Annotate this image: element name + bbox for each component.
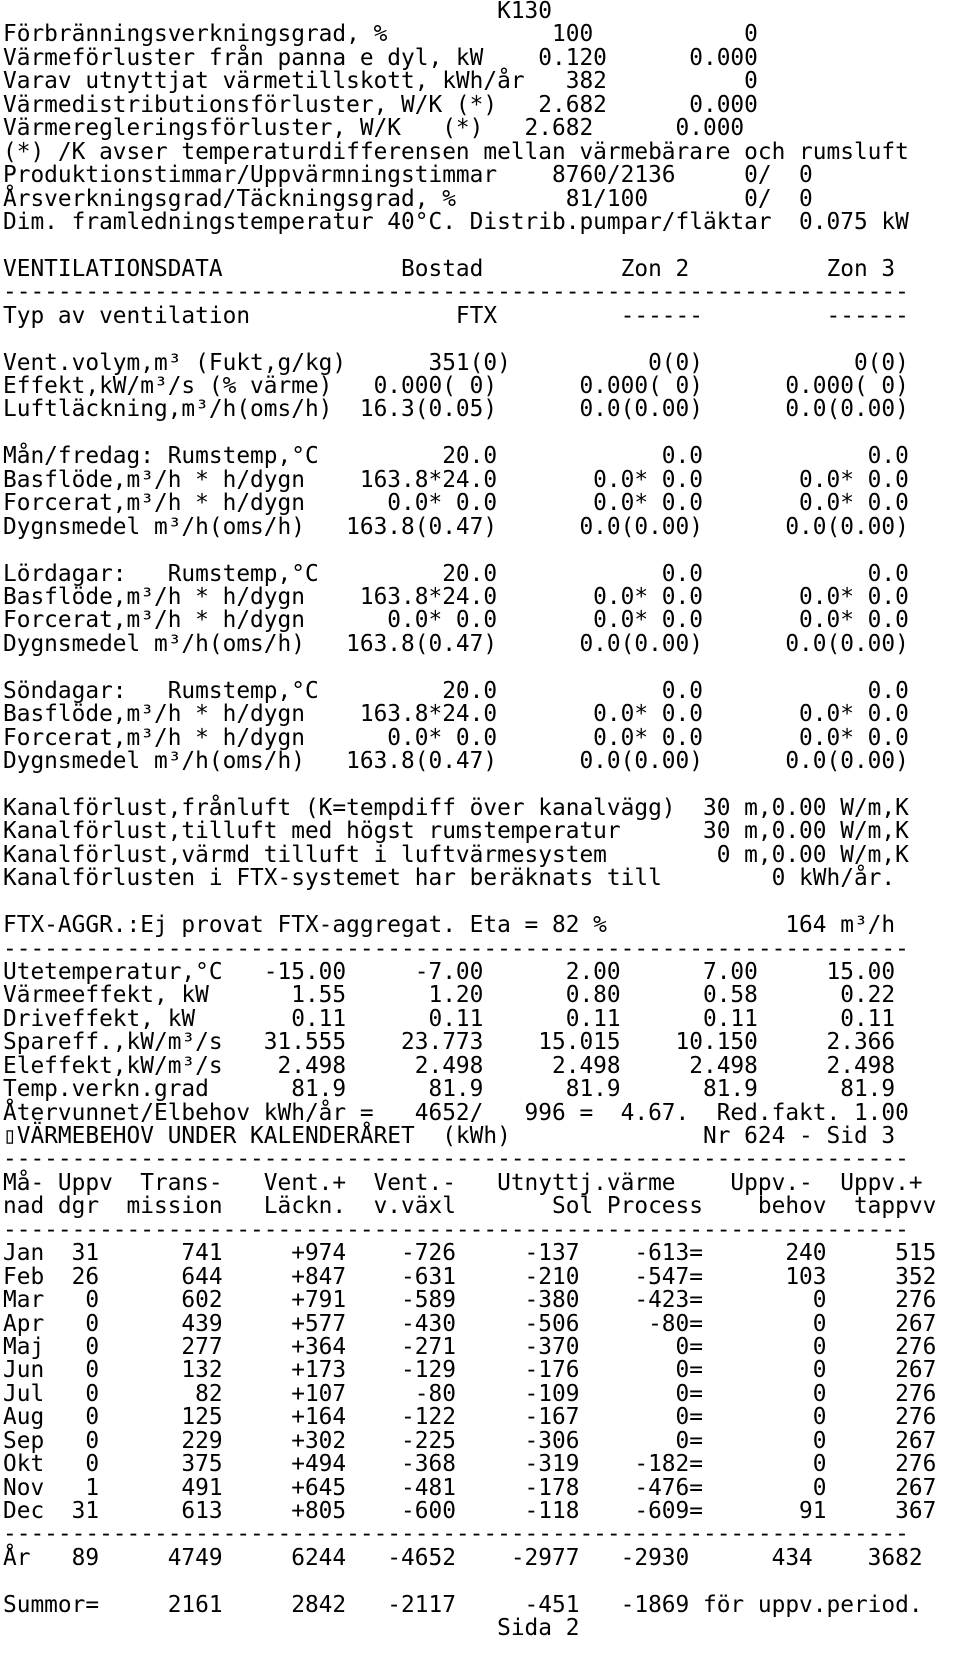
- report-line: [3, 891, 957, 914]
- report-line: K130: [3, 0, 552, 24]
- report-line: År 89 4749 6244 -4652 -2977 -2930 434 3682: [3, 1544, 923, 1571]
- report-line: Forcerat,m³/h * h/dygn 0.0* 0.0 0.0* 0.0 0.0* 0.0: [3, 724, 909, 751]
- report-line: Dim. framledningstemperatur 40°C. Distrib.pumpar/fläktar 0.075 kW: [3, 208, 909, 235]
- report-line: Jun 0 132 +173 -129 -176 0= 0 267: [3, 1357, 937, 1384]
- report-line: nad dgr mission Läckn. v.växl Sol Process behov tappvv: [3, 1193, 937, 1220]
- report-line: Mån/fredag: Rumstemp,°C 20.0 0.0 0.0: [3, 443, 909, 470]
- report-line: Förbränningsverkningsgrad, % 100 0: [3, 21, 758, 48]
- report-line: Kanalförlust,frånluft (K=tempdiff över kanalvägg) 30 m,0.00 W/m,K: [3, 794, 909, 821]
- report-line: (*) /K avser temperaturdifferensen mellan värmebärare och rumsluft: [3, 138, 909, 165]
- report-line: Forcerat,m³/h * h/dygn 0.0* 0.0 0.0* 0.0 0.0* 0.0: [3, 607, 909, 634]
- report-line: Feb 26 644 +847 -631 -210 -547= 103 352: [3, 1263, 937, 1290]
- report-line: Kanalförlust,värmd tilluft i luftvärmesystem 0 m,0.00 W/m,K: [3, 841, 909, 868]
- report-line: Dygnsmedel m³/h(oms/h) 163.8(0.47) 0.0(0.00) 0.0(0.00): [3, 630, 909, 657]
- report-line: VENTILATIONSDATA Bostad Zon 2 Zon 3: [3, 255, 896, 282]
- report-line: [3, 234, 957, 257]
- report-line: Eleffekt,kW/m³/s 2.498 2.498 2.498 2.498 2.498: [3, 1052, 896, 1079]
- report-line: Dygnsmedel m³/h(oms/h) 163.8(0.47) 0.0(0.00) 0.0(0.00): [3, 513, 909, 540]
- report-line: ------------------------------------------------------------------: [3, 1216, 909, 1243]
- report-line: Okt 0 375 +494 -368 -319 -182= 0 276: [3, 1451, 937, 1478]
- report-line: Basflöde,m³/h * h/dygn 163.8*24.0 0.0* 0.0 0.0* 0.0: [3, 466, 909, 493]
- report-line: Nov 1 491 +645 -481 -178 -476= 0 267: [3, 1474, 937, 1501]
- report-line: Värmeförluster från panna e dyl, kW 0.120 0.000: [3, 44, 758, 71]
- report-line: Produktionstimmar/Uppvärmningstimmar 8760/2136 0/ 0: [3, 162, 813, 189]
- report-printout: [3, 0, 957, 1641]
- report-line: Summor= 2161 2842 -2117 -451 -1869 för uppv.period.: [3, 1591, 923, 1618]
- report-line: Värmeeffekt, kW 1.55 1.20 0.80 0.58 0.22: [3, 982, 896, 1009]
- report-line: Återvunnet/Elbehov kWh/år = 4652/ 996 = 4.67. Red.fakt. 1.00: [3, 1099, 909, 1126]
- report-line: Jul 0 82 +107 -80 -109 0= 0 276: [3, 1380, 937, 1407]
- report-line: Effekt,kW/m³/s (% värme) 0.000( 0) 0.000( 0) 0.000( 0): [3, 373, 909, 399]
- report-line: Luftläckning,m³/h(oms/h) 16.3(0.05) 0.0(0.00) 0.0(0.00): [3, 396, 909, 423]
- report-line: Typ av ventilation FTX ------ ------: [3, 302, 909, 329]
- report-line: [3, 328, 957, 351]
- report-line: Sep 0 229 +302 -225 -306 0= 0 267: [3, 1427, 937, 1454]
- report-line: ▯VÄRMEBEHOV UNDER KALENDERÅRET (kWh) Nr 624 - Sid 3: [3, 1123, 896, 1149]
- report-line: ------------------------------------------------------------------: [3, 935, 909, 962]
- report-line: Dygnsmedel m³/h(oms/h) 163.8(0.47) 0.0(0.00) 0.0(0.00): [3, 748, 909, 774]
- report-line: Värmedistributionsförluster, W/K (*) 2.682 0.000: [3, 91, 758, 118]
- report-line: Aug 0 125 +164 -122 -167 0= 0 276: [3, 1404, 937, 1431]
- report-line: Spareff.,kW/m³/s 31.555 23.773 15.015 10.150 2.366: [3, 1029, 896, 1056]
- report-line: Årsverkningsgrad/Täckningsgrad, % 81/100 0/ 0: [3, 185, 813, 212]
- report-line: Må- Uppv Trans- Vent.+ Vent.- Utnyttj.värme Uppv.- Uppv.+: [3, 1169, 923, 1196]
- report-line: [3, 656, 957, 679]
- report-line: Varav utnyttjat värmetillskott, kWh/år 382 0: [3, 68, 758, 95]
- report-line: Apr 0 439 +577 -430 -506 -80= 0 267: [3, 1310, 937, 1337]
- report-line: Söndagar: Rumstemp,°C 20.0 0.0 0.0: [3, 677, 909, 704]
- report-line: ------------------------------------------------------------------: [3, 1146, 909, 1173]
- report-line: Mar 0 602 +791 -589 -380 -423= 0 276: [3, 1287, 937, 1314]
- report-line: FTX-AGGR.:Ej provat FTX-aggregat. Eta = 82 % 164 m³/h: [3, 912, 896, 939]
- report-line: Lördagar: Rumstemp,°C 20.0 0.0 0.0: [3, 560, 909, 587]
- report-line: Utetemperatur,°C -15.00 -7.00 2.00 7.00 15.00: [3, 958, 896, 985]
- report-line: Vent.volym,m³ (Fukt,g/kg) 351(0) 0(0) 0(0): [3, 349, 909, 376]
- report-line: Basflöde,m³/h * h/dygn 163.8*24.0 0.0* 0.0 0.0* 0.0: [3, 701, 909, 728]
- report-line: ------------------------------------------------------------------: [3, 279, 909, 306]
- report-line: Jan 31 741 +974 -726 -137 -613= 240 515: [3, 1240, 937, 1267]
- report-line: Temp.verkn.grad 81.9 81.9 81.9 81.9 81.9: [3, 1076, 896, 1103]
- report-line: Sida 2: [3, 1615, 580, 1642]
- report-line: ------------------------------------------------------------------: [3, 1521, 909, 1548]
- report-line: Dec 31 613 +805 -600 -118 -609= 91 367: [3, 1498, 937, 1524]
- report-line: [3, 422, 957, 445]
- report-line: Värmeregleringsförluster, W/K (*) 2.682 0.000: [3, 115, 745, 142]
- report-line: Forcerat,m³/h * h/dygn 0.0* 0.0 0.0* 0.0 0.0* 0.0: [3, 490, 909, 517]
- report-line: Maj 0 277 +364 -271 -370 0= 0 276: [3, 1333, 937, 1360]
- report-line: Kanalförlusten i FTX-systemet har beräknats till 0 kWh/år.: [3, 865, 896, 892]
- report-line: Basflöde,m³/h * h/dygn 163.8*24.0 0.0* 0.0 0.0* 0.0: [3, 583, 909, 610]
- report-line: [3, 773, 957, 796]
- report-line: [3, 539, 957, 562]
- report-line: [3, 1570, 957, 1593]
- report-line: Driveffekt, kW 0.11 0.11 0.11 0.11 0.11: [3, 1005, 896, 1032]
- report-line: Kanalförlust,tilluft med högst rumstemperatur 30 m,0.00 W/m,K: [3, 818, 909, 845]
